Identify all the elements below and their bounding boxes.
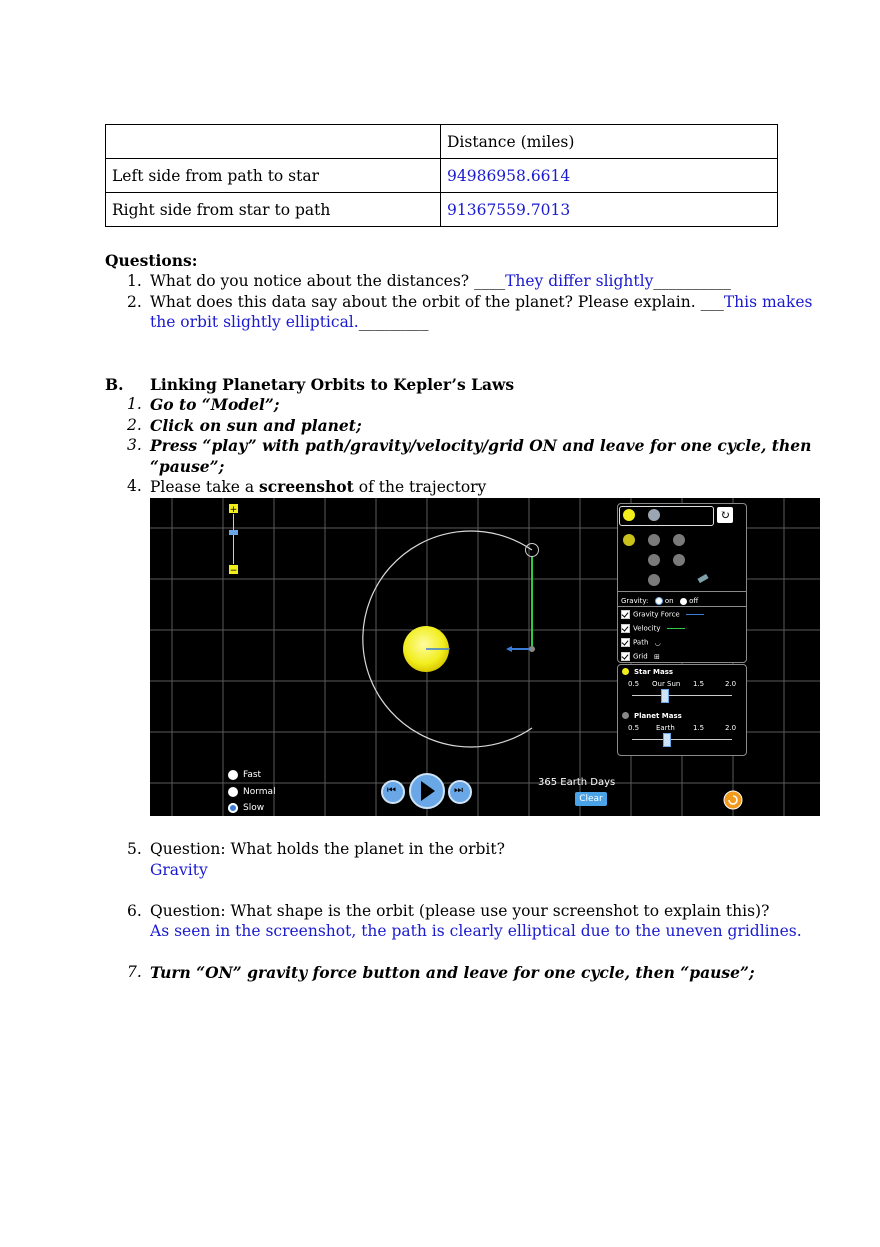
step-number: 3.	[127, 436, 142, 454]
gravity-on-label: on	[664, 597, 674, 605]
table-row	[106, 193, 778, 227]
step-number: 6.	[127, 902, 142, 920]
planet-preset-icon[interactable]	[648, 509, 660, 521]
step4-bold: screenshot	[258, 477, 354, 496]
reset-icon[interactable]: ↻	[717, 507, 733, 523]
row-value: 91367559.7013	[441, 193, 778, 227]
speed-fast-radio[interactable]	[228, 770, 238, 780]
divider	[618, 606, 746, 607]
section-title: Linking Planetary Orbits to Kepler’s Laws	[150, 375, 515, 394]
tick-label: 2.0	[725, 680, 737, 688]
star-mass-title: Star Mass	[634, 668, 674, 676]
simulation-screenshot	[150, 498, 820, 816]
distance-table	[105, 124, 778, 227]
gravity-legend-icon	[686, 614, 704, 615]
gravity-off-radio[interactable]	[680, 598, 687, 605]
q1-blank: ____	[474, 272, 506, 290]
path-checkbox[interactable]	[621, 638, 661, 647]
moon-preset-icon[interactable]	[648, 534, 660, 546]
grid-checkbox[interactable]	[621, 652, 660, 661]
q2-number: 2.	[127, 293, 142, 311]
elapsed-days: 365 Earth Days	[538, 777, 616, 788]
planet-mass-thumb[interactable]	[663, 733, 671, 747]
row-label: Left side from path to star	[106, 159, 441, 193]
moon-preset-icon[interactable]	[648, 574, 660, 586]
checkbox-icon[interactable]	[621, 624, 630, 633]
tick-label: 1.5	[693, 680, 705, 688]
step-forward-button[interactable]	[448, 780, 472, 804]
body-selection-panel	[617, 503, 747, 663]
path-legend-icon: ◡	[654, 638, 661, 647]
tick-label: 1.5	[693, 724, 705, 732]
step-back-icon: ⏮	[387, 785, 396, 796]
q1	[150, 272, 731, 290]
step-text: Go to “Model”;	[150, 395, 280, 414]
tick-label: 0.5	[628, 724, 640, 732]
q5-text: Question: What holds the planet in the orbit?	[150, 840, 505, 858]
satellite-preset-icon[interactable]	[697, 574, 708, 583]
step-number: 5.	[127, 840, 142, 858]
section-letter: B.	[105, 375, 124, 394]
q1-blank: __________	[653, 272, 731, 290]
speed-label: Normal	[243, 787, 276, 797]
checkbox-icon[interactable]	[621, 610, 630, 619]
check-label: Grid	[633, 652, 648, 661]
step-text: Click on sun and planet;	[150, 416, 362, 435]
check-label: Path	[633, 638, 649, 647]
q2-answer-cont	[150, 313, 428, 331]
table-header-cell: Distance (miles)	[441, 125, 778, 159]
step4-text	[150, 477, 486, 496]
grid-legend-icon: ⊞	[653, 652, 660, 661]
zoom-out-label: −	[229, 566, 238, 576]
velocity-legend-icon	[667, 628, 685, 629]
step-text: Press “play” with path/gravity/velocity/grid ON and leave for one cycle, then	[150, 436, 812, 455]
row-label: Right side from star to path	[106, 193, 441, 227]
zoom-thumb[interactable]	[229, 530, 238, 535]
star-mass-track	[632, 695, 732, 696]
step-number: 2.	[127, 416, 142, 434]
tick-label: 2.0	[725, 724, 737, 732]
planet[interactable]	[529, 646, 535, 652]
planet-mass-track	[632, 739, 732, 740]
play-icon	[421, 781, 435, 801]
check-label: Gravity Force	[633, 610, 680, 619]
speed-slow-radio[interactable]	[228, 803, 238, 813]
tick-label: 0.5	[628, 680, 640, 688]
questions-heading: Questions:	[105, 251, 198, 270]
moon-preset-icon[interactable]	[648, 554, 660, 566]
mass-panel	[617, 664, 747, 756]
q6-answer: As seen in the screenshot, the path is clearly elliptical due to the uneven gridlines.	[150, 922, 802, 940]
planet-mass-title: Planet Mass	[634, 712, 682, 720]
table-header-row	[106, 125, 778, 159]
q2-blank: _________	[358, 313, 429, 331]
table-row	[106, 159, 778, 193]
moon-preset-icon[interactable]	[673, 554, 685, 566]
planet-icon	[622, 712, 629, 719]
q5-answer: Gravity	[150, 861, 208, 879]
speed-label: Fast	[243, 770, 262, 780]
gravity-toggle	[621, 597, 698, 605]
q1-number: 1.	[127, 272, 142, 290]
gravity-on-radio[interactable]	[655, 597, 663, 605]
step-forward-icon: ⏭	[454, 785, 463, 796]
step4-after: of the trajectory	[353, 478, 487, 496]
sun-preset-icon[interactable]	[623, 509, 635, 521]
moon-preset-icon[interactable]	[673, 534, 685, 546]
zoom-in-label: +	[229, 505, 238, 515]
divider	[618, 591, 746, 592]
step-back-button[interactable]	[381, 780, 405, 804]
star-mass-thumb[interactable]	[661, 689, 669, 703]
clear-button[interactable]: Clear	[575, 792, 607, 806]
q2-text: What does this data say about the orbit of the planet? Please explain.	[150, 293, 696, 311]
q2-answer: This makes	[723, 293, 813, 311]
reset-all-icon[interactable]	[724, 791, 742, 809]
checkbox-icon[interactable]	[621, 638, 630, 647]
tick-label: Earth	[656, 724, 675, 732]
velocity-checkbox[interactable]	[621, 624, 685, 633]
row-value: 94986958.6614	[441, 159, 778, 193]
q2	[150, 293, 812, 311]
step4-before: Please take a	[150, 478, 259, 496]
q7-text: Turn “ON” gravity force button and leave for one cycle, then “pause”;	[150, 963, 755, 982]
speed-label: Slow	[243, 803, 265, 813]
star-icon	[622, 668, 629, 675]
checkbox-icon[interactable]	[621, 652, 630, 661]
q6-text: Question: What shape is the orbit (please use your screenshot to explain this)?	[150, 902, 770, 920]
gravity-label: Gravity:	[621, 597, 649, 605]
orbit-path	[363, 531, 532, 747]
gravity-arrowhead	[506, 646, 512, 652]
step-number: 7.	[127, 963, 142, 981]
speed-normal-radio[interactable]	[228, 787, 238, 797]
star-preset-icon[interactable]	[623, 534, 635, 546]
step-text: “pause”;	[150, 457, 225, 476]
q1-answer: They differ slightly	[505, 272, 654, 290]
step-number: 1.	[127, 395, 142, 413]
table-header-cell	[106, 125, 441, 159]
play-button[interactable]	[409, 773, 445, 809]
q2-answer: the orbit slightly elliptical.	[150, 313, 359, 331]
check-label: Velocity	[633, 624, 661, 633]
q2-blank: ___	[700, 293, 724, 311]
gravity-off-label: off	[689, 597, 699, 605]
step-number: 4.	[127, 477, 142, 495]
tick-label: Our Sun	[652, 680, 681, 688]
gravity-force-checkbox[interactable]	[621, 610, 704, 619]
q1-text: What do you notice about the distances?	[150, 272, 470, 290]
